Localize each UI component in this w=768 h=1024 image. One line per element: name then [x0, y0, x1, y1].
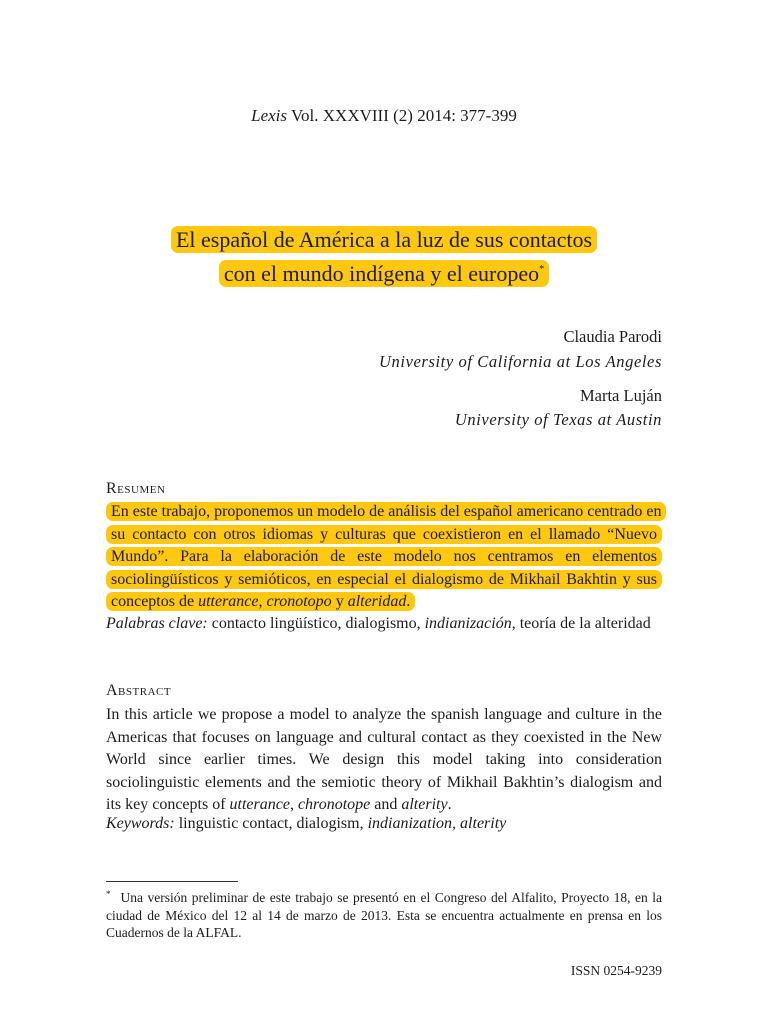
abstract-text	[106, 704, 662, 817]
footnote-text: Una versión preliminar de este trabajo se presentó en el Congreso del Alfalito, Proyecto 18, en la ciudad de México del 12 al 14 de marzo de 2013. Esta se encuentra actualmente en prensa en los Cuadernos de la ALFAL.	[106, 890, 662, 940]
abstract-body: In this article we propose a model to analyze the spanish language and culture in the Americas that focuses on language and cultural contact as they coexisted in the New World since earlier times. We design this model taking into consideration sociolinguistic elements and the semiotic theory of Mikhail Bakhtin’s dialogism and its key concepts of	[106, 706, 662, 813]
footnote	[106, 886, 662, 942]
resumen-body: En este trabajo, proponemos un modelo de análisis del español americano centrado en su contacto con otros idiomas y culturas que coexistieron en el llamado “Nuevo Mundo”. Para la elaboración de este modelo nos centramos en elementos sociolingüísticos y semióticos, en especial el dialogismo de Mikhail Bakhtin y sus conceptos de	[111, 503, 662, 610]
resumen-term: utterance	[198, 593, 259, 610]
keywords-text: , teoría de la alteridad	[511, 615, 651, 632]
abstract-separator: and	[370, 796, 402, 813]
keywords-italic: indianization, alterity	[367, 815, 507, 832]
keywords-label: Keywords:	[106, 815, 175, 832]
resumen-separator: ,	[258, 593, 267, 610]
abstract-term: alterity	[401, 796, 448, 813]
keywords-text: linguistic contact, dialogism,	[174, 815, 368, 832]
resumen-highlight	[106, 502, 666, 611]
abstract-term: chronotope	[297, 796, 371, 813]
journal-name: Lexis	[251, 106, 288, 125]
article-title	[110, 225, 658, 289]
issn: ISSN 0254-9239	[570, 963, 662, 978]
resumen-separator: y	[331, 593, 348, 610]
author-name: Claudia Parodi	[563, 327, 662, 346]
author-name: Marta Luján	[579, 386, 662, 405]
resumen-term: cronotopo	[266, 593, 332, 610]
keywords-italic: indianización	[424, 615, 512, 632]
title-footnote-mark: *	[539, 264, 545, 275]
keywords-label: Palabras clave:	[106, 615, 208, 632]
footnote-divider	[106, 881, 238, 882]
abstract-heading: Abstract	[106, 682, 172, 699]
journal-citation	[0, 106, 768, 126]
abstract-separator: ,	[289, 796, 298, 813]
author-affiliation: University of Texas at Austin	[454, 410, 662, 429]
keywords	[106, 813, 662, 836]
resumen-text	[106, 501, 662, 614]
volume-info: Vol. XXXVIII (2) 2014: 377-399	[287, 106, 517, 125]
title-line-2: con el mundo indígena y el europeo	[223, 261, 540, 286]
abstract-term: utterance	[229, 796, 290, 813]
resumen-term: alteridad	[347, 593, 407, 610]
title-line-1: El español de América a la luz de sus contactos	[175, 227, 593, 252]
resumen-heading: Resumen	[106, 480, 166, 497]
author-affiliation: University of California at Los Angeles	[379, 352, 662, 371]
palabras-clave	[106, 613, 662, 636]
footnote-mark: *	[106, 889, 111, 899]
resumen-end: .	[406, 593, 411, 610]
abstract-end: .	[447, 796, 452, 813]
keywords-text: contacto lingüístico, dialogismo,	[207, 615, 425, 632]
title-highlight	[171, 226, 597, 287]
